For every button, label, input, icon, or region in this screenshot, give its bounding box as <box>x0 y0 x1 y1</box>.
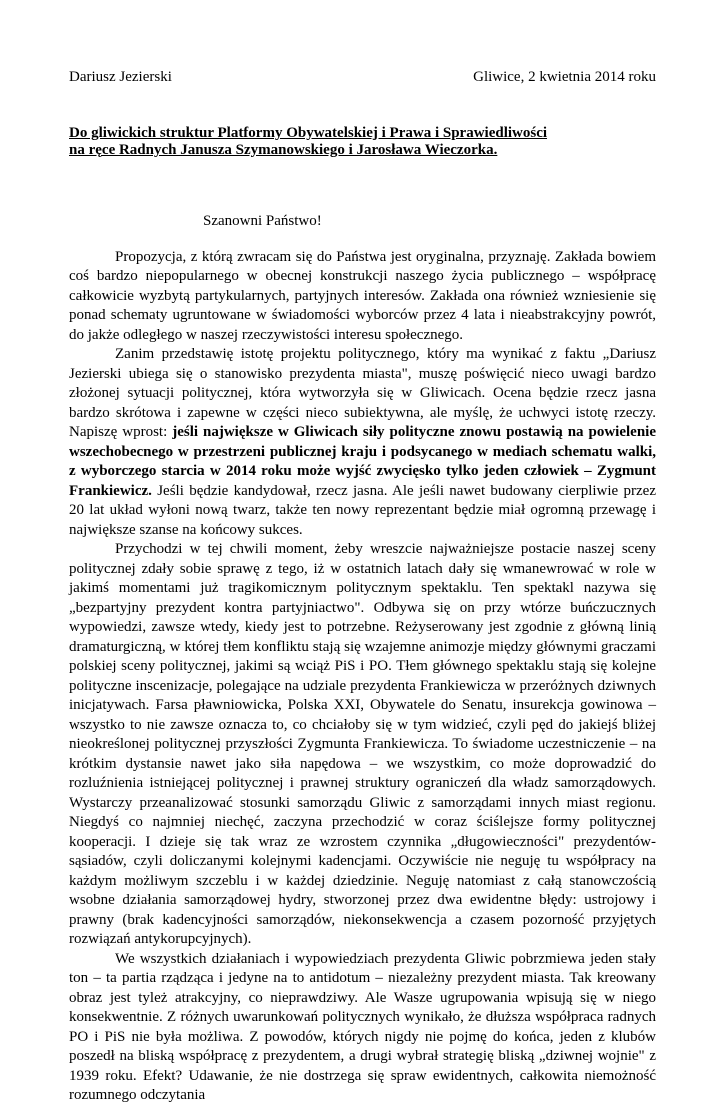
paragraph-2-bold: jeśli największe w Gliwicach siły polityczne znowu postawią na powielenie wszechobecnego w przestrzeni publicznej kraju i podsycanego w mediach schematu walki, z wyborczego starcia w 2014 roku może wyjść zwycięsko tylko jeden człowiek – Zygmunt Frankiewicz. <box>69 424 657 499</box>
letter-page <box>69 62 656 1106</box>
letter-body <box>69 248 656 1106</box>
paragraph-2 <box>69 345 656 540</box>
paragraph-2-start: Zanim przedstawię istotę projektu politycznego, który ma wynikać z faktu „Dariusz Jezierski ubiega się o stanowisko prezydenta miasta", muszę poświęcić nieco uwagi bardzo złożonej sytuacji politycznej, która wytworzyła się w Gliwicach. Ocena będzie rzecz jasna bardzo skrótowa i zapewne w części nieco subiektywna, ale myślę, że uchwyci istotę rzeczy. Napiszę wprost: <box>69 346 656 440</box>
salutation: Szanowni Państwo! <box>203 213 322 229</box>
letter-subject <box>69 125 656 159</box>
paragraph-3: Przychodzi w tej chwili moment, żeby wreszcie najważniejsze postacie naszej sceny politycznej zdały sobie sprawę z tego, iż w ostatnich latach dały się wmanewrować w role w jakimś momentami już tragikomicznym politycznym spektaklu. Ten spektakl nazywa się „bezpartyjny prezydent kontra partyjniactwo". Odbywa się on przy wtórze buńczucznych wypowiedzi, zawsze wtedy, kiedy jest to potrzebne. Reżyserowany jest zgodnie z główną linią dramaturgiczną, w której tłem konfliktu stają się wzajemne animozje między głównymi graczami polskiej sceny politycznej, jakimi są wciąż PiS i PO. Tłem głównego spektaklu stają się kolejne polityczne inscenizacje, polegające na udziale prezydenta Frankiewicza w przeróżnych dziwnych inicjatywach. Farsa pławniowicka, Polska XXI, Obywatele do Senatu, insurekcja gowinowa – wszystko to nie zawsze oznacza to, co chciałoby się w tym widzieć, czyli pęd do jakiejś bliżej nieokreślonej politycznej przyszłości Zygmunta Frankiewicza. To świadome uczestniczenie – na krótkim dystansie nawet jako siła napędowa – we wszystkim, co może doprowadzić do rozluźnienia istniejącej politycznej i prawnej struktury ograniczeń dla władz samorządowych. Wystarczy przeanalizować stosunki samorządu Gliwic z samorządami innych miast regionu. Niegdyś co najmniej niechęć, zaczyna przechodzić w coraz ściślejsze formy politycznej kooperacji. I dzieje się tak wraz ze wzrostem czynnika „długowieczności" prezydentów-sąsiadów, czyli doliczanymi kolejnymi kadencjami. Oczywiście nie neguję tu współpracy na każdym możliwym szczeblu i w każdej dziedzinie. Neguję natomiast z całą stanowczością wsobne działania samorządowej hydry, stworzonej przez dwa ewidentne błędy: ustrojowy i prawny (brak kadencyjności samorządów, niekonsekwencja a czasem pozorność przyjętych rozwiązań antykorupcyjnych). <box>69 541 656 947</box>
paragraph-1: Propozycja, z którą zwracam się do Państwa jest oryginalna, przyznaję. Zakłada bowiem coś bardzo niepopularnego w obecnej konstrukcji naszego życia publicznego – współpracę całkowicie wyzbytą partykularnych, partyjnych interesów. Zakłada ona również wzniesienie się ponad schematy ugruntowane w świadomości wyborców przez 4 lata i nieabstrakcyjny powrót, do jakże odległego w naszej rzeczywistości interesu społecznego. <box>69 248 656 343</box>
subject-line-2: na ręce Radnych Janusza Szymanowskiego i Jarosława Wieczorka. <box>69 142 498 158</box>
paragraph-4: We wszystkich działaniach i wypowiedziach prezydenta Gliwic pobrzmiewa jeden stały ton – ta partia rządząca i jedyne na to antidotum – niezależny prezydent miasta. Tak kreowany obraz jest tyleż atrakcyjny, co nieprawdziwy. Ale Wasze ugrupowania wpisują się w niego konsekwentnie. Z różnych uwarunkowań politycznych wynikało, że dłuższa współpraca radnych PO i PiS nie była możliwa. Z powodów, których nigdy nie pojmę do końca, jeden z klubów poszedł na bliską współpracę z prezydentem, a drugi wybrał strategię bliską „dziwnej wojnie" z 1939 roku. Efekt? Udawanie, że nie dostrzega się spraw ewidentnych, całkowita niemożność rozumnego odczytania <box>69 950 656 1103</box>
letter-header <box>69 68 656 98</box>
author-name: Dariusz Jezierski <box>69 69 172 85</box>
subject-line-1: Do gliwickich struktur Platformy Obywatelskiej i Prawa i Sprawiedliwości <box>69 125 548 141</box>
place-date: Gliwice, 2 kwietnia 2014 roku <box>473 69 656 85</box>
paragraph-2-end: Jeśli będzie kandydował, rzecz jasna. Ale jeśli nawet budowany cierpliwie przez 20 lat układ wyłoni nową twarz, także ten nowy reprezentant będzie miał ogromną przewagę i największe szanse na końcowy sukces. <box>69 482 656 538</box>
